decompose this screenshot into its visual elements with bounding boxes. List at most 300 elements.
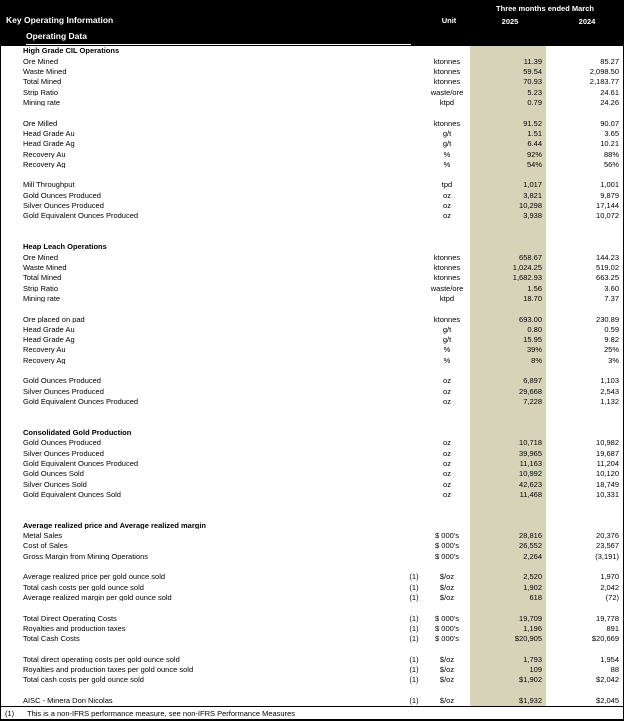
unit-cell: $/oz <box>439 675 455 685</box>
table-row <box>1 438 623 448</box>
section-header-row <box>1 428 623 438</box>
row-label: Average realized price per gold ounce sold <box>23 573 166 581</box>
value-2025-cell: 2,264 <box>470 551 546 561</box>
table-row <box>1 634 623 644</box>
value-2025-cell: 59.54 <box>470 67 546 77</box>
unit-cell: oz <box>443 397 451 407</box>
value-2025-cell: 19,709 <box>470 613 546 623</box>
table-row <box>1 180 623 190</box>
unit-cell: g/t <box>442 335 452 345</box>
spacer-row <box>1 417 623 427</box>
value-2024-cell: 18,749 <box>596 479 619 489</box>
spacer-row <box>1 232 623 242</box>
value-2024-cell: $20,669 <box>591 634 619 644</box>
operating-data-table <box>1 46 623 706</box>
unit-cell: oz <box>443 458 451 468</box>
footnote-ref: (1) <box>409 592 419 602</box>
column-gap <box>546 644 552 654</box>
value-2025-cell <box>470 46 546 56</box>
unit-cell: tpd <box>441 180 453 190</box>
unit-cell: $ 000's <box>435 623 459 633</box>
unit-cell: oz <box>443 448 451 458</box>
table-row <box>1 77 623 87</box>
value-2024-cell: 19,778 <box>596 613 619 623</box>
table-row <box>1 149 623 159</box>
table-row <box>1 624 623 634</box>
row-label: Gross Margin from Mining Operations <box>23 552 149 561</box>
value-2025-cell <box>470 428 546 438</box>
value-2025-cell <box>470 221 546 231</box>
unit-cell: ktonnes <box>433 314 461 324</box>
unit-cell: oz <box>443 201 451 211</box>
row-label: Head Grade Ag <box>23 336 75 344</box>
spacer-row <box>1 644 623 654</box>
row-label: Gold Ounces Produced <box>23 439 101 447</box>
value-2025-cell: 11,468 <box>470 489 546 499</box>
row-label: Total direct operating costs per gold ounce sold <box>23 655 180 664</box>
spacer-row <box>1 108 623 118</box>
value-2024-cell: 1,103 <box>600 376 619 386</box>
value-2024-cell: 85.27 <box>600 56 619 66</box>
column-gap <box>546 500 552 510</box>
value-2024-cell: 17,144 <box>596 201 619 211</box>
column-header-unit: Unit <box>441 16 457 25</box>
unit-cell: ktpd <box>439 293 455 303</box>
value-2025-cell <box>470 520 546 530</box>
value-2025-cell: 693.00 <box>470 314 546 324</box>
value-2025-cell: 39,965 <box>470 448 546 458</box>
section-title: Consolidated Gold Production <box>23 428 132 437</box>
table-row <box>1 273 623 283</box>
value-2025-cell: 6,897 <box>470 376 546 386</box>
value-2024-cell: 10,982 <box>596 438 619 448</box>
row-label: Gold Equivalent Ounces Produced <box>23 212 139 220</box>
column-gap <box>546 510 552 520</box>
unit-cell: ktonnes <box>433 262 461 272</box>
value-2025-cell: 10,298 <box>470 201 546 211</box>
section-header-row <box>1 520 623 530</box>
table-row <box>1 263 623 273</box>
value-2024-cell: 56% <box>603 159 619 169</box>
table-row <box>1 118 623 128</box>
value-2025-cell: 1,902 <box>470 582 546 592</box>
value-2024-cell: 25% <box>603 345 619 355</box>
value-2025-cell: 0.80 <box>470 324 546 334</box>
unit-cell: $/oz <box>439 572 455 582</box>
value-2024-cell: 90.07 <box>600 118 619 128</box>
row-label: Total Mined <box>23 78 62 86</box>
unit-cell: ktpd <box>439 97 455 107</box>
row-label: Cost of Sales <box>23 542 68 550</box>
value-2024-cell: 2,098.50 <box>589 67 619 77</box>
value-2025-cell: 0.79 <box>470 98 546 108</box>
value-2024-cell: 2,543 <box>600 386 619 396</box>
value-2025-cell: 29,668 <box>470 386 546 396</box>
value-2024-cell: 19,687 <box>596 448 619 458</box>
value-2024-cell: 891 <box>606 623 619 633</box>
row-label: Silver Ounces Sold <box>23 480 87 489</box>
value-2025-cell <box>470 562 546 572</box>
column-gap <box>546 603 552 613</box>
row-label: Ore Mined <box>23 57 59 66</box>
table-row <box>1 56 623 66</box>
row-label: Silver Ounces Produced <box>23 387 104 396</box>
table-row <box>1 190 623 200</box>
value-2025-cell: $1,902 <box>470 675 546 685</box>
value-2025-cell <box>470 417 546 427</box>
spacer-row <box>1 407 623 417</box>
footnote-ref: (1) <box>409 623 419 633</box>
row-label: Gold Ounces Produced <box>23 377 101 385</box>
footnote-ref: (1) <box>409 696 419 706</box>
unit-cell: $ 000's <box>435 531 459 541</box>
row-label: Waste Mined <box>23 68 67 76</box>
value-2025-cell: $1,932 <box>470 696 546 706</box>
footnote-ref: (1) <box>409 613 419 623</box>
value-2025-cell: 8% <box>470 355 546 365</box>
footnote-marker: (1) <box>5 708 15 718</box>
unit-cell: g/t <box>442 139 452 149</box>
row-label: Recovery Ag <box>23 160 66 169</box>
value-2024-cell: 519.02 <box>596 262 619 272</box>
value-2025-cell: 18.70 <box>470 294 546 304</box>
value-2024-cell: 10,120 <box>596 469 619 479</box>
unit-cell: oz <box>443 479 451 489</box>
footnote-ref: (1) <box>409 675 419 685</box>
value-2025-cell: 3,821 <box>470 190 546 200</box>
section-title: High Grade CIL Operations <box>23 47 120 55</box>
value-2025-cell: 1,017 <box>470 180 546 190</box>
value-2025-cell: 10,718 <box>470 438 546 448</box>
table-row <box>1 139 623 149</box>
value-2024-cell: 3% <box>608 355 619 365</box>
unit-cell: ktonnes <box>433 118 461 128</box>
footnote-text: This is a non-IFRS performance measure, see non-IFRS Performance Measures <box>27 708 296 718</box>
value-2024-cell: 3.60 <box>604 283 619 293</box>
value-2025-cell: 70.93 <box>470 77 546 87</box>
value-2025-cell: 1,196 <box>470 624 546 634</box>
row-label: Recovery Au <box>23 150 66 159</box>
report-header <box>1 1 623 46</box>
row-label: Gold Ounces Sold <box>23 470 84 478</box>
footnote-ref: (1) <box>409 634 419 644</box>
row-label: Metal Sales <box>23 532 63 540</box>
section-header-row <box>1 46 623 56</box>
unit-cell: $/oz <box>439 665 455 675</box>
unit-cell: oz <box>443 489 451 499</box>
table-row <box>1 252 623 262</box>
unit-cell: $ 000's <box>435 613 459 623</box>
table-row <box>1 654 623 664</box>
row-label: Strip Ratio <box>23 284 59 293</box>
table-row <box>1 386 623 396</box>
value-2024-cell: 230.89 <box>596 314 619 324</box>
value-2024-cell: 1,954 <box>600 654 619 664</box>
table-row <box>1 294 623 304</box>
column-gap <box>546 417 552 427</box>
value-2024-cell: 663.25 <box>596 273 619 283</box>
value-2025-cell: 6.44 <box>470 139 546 149</box>
value-2024-cell: 88 <box>610 665 619 675</box>
value-2024-cell: 1,001 <box>600 180 619 190</box>
value-2025-cell: 15.95 <box>470 335 546 345</box>
unit-cell: g/t <box>442 128 452 138</box>
spacer-row <box>1 685 623 695</box>
table-row <box>1 448 623 458</box>
table-row <box>1 324 623 334</box>
value-2024-cell: 20,376 <box>596 531 619 541</box>
unit-cell: oz <box>443 469 451 479</box>
value-2024-cell: 10,072 <box>596 211 619 221</box>
value-2024-cell: $2,045 <box>596 696 619 706</box>
value-2024-cell: 24.26 <box>600 97 619 107</box>
value-2025-cell <box>470 407 546 417</box>
value-2025-cell: 1,024.25 <box>470 263 546 273</box>
value-2025-cell <box>470 242 546 252</box>
spacer-row <box>1 170 623 180</box>
value-2025-cell <box>470 304 546 314</box>
value-2025-cell: 11.39 <box>470 56 546 66</box>
table-row <box>1 572 623 582</box>
section-title: Average realized price and Average realized margin <box>23 521 206 530</box>
value-2025-cell <box>470 510 546 520</box>
unit-cell: $ 000's <box>435 541 459 551</box>
row-label: Silver Ounces Produced <box>23 202 104 210</box>
table-row <box>1 479 623 489</box>
value-2025-cell: 28,816 <box>470 531 546 541</box>
row-label: Ore placed on pad <box>23 315 85 324</box>
column-header-2025: 2025 <box>501 17 519 26</box>
row-label: Mill Throughput <box>23 181 75 189</box>
value-2025-cell: 42,623 <box>470 479 546 489</box>
unit-cell: % <box>443 159 451 169</box>
value-2025-cell <box>470 170 546 180</box>
table-row <box>1 397 623 407</box>
unit-cell: waste/ore <box>430 283 464 293</box>
unit-cell: ktonnes <box>433 56 461 66</box>
subtitle-operating-data: Operating Data <box>26 31 87 41</box>
row-label: Silver Ounces Produced <box>23 449 104 458</box>
value-2025-cell: 92% <box>470 149 546 159</box>
spacer-row <box>1 366 623 376</box>
unit-cell: oz <box>443 438 451 448</box>
table-row <box>1 345 623 355</box>
unit-cell: % <box>443 149 451 159</box>
row-label: AISC - Minera Don Nicolas <box>23 697 113 705</box>
row-label: Gold Equivalent Ounces Produced <box>23 459 139 468</box>
row-label: Average realized margin per gold ounce sold <box>23 593 172 602</box>
section-title: Heap Leach Operations <box>23 243 107 251</box>
table-row <box>1 613 623 623</box>
value-2024-cell: 0.59 <box>604 324 619 334</box>
row-label: Mining rate <box>23 98 61 107</box>
table-row <box>1 355 623 365</box>
spacer-row <box>1 221 623 231</box>
column-gap <box>546 221 552 231</box>
footnote-ref: (1) <box>409 582 419 592</box>
row-label: Total cash costs per gold ounce sold <box>23 583 144 592</box>
value-2025-cell: 618 <box>470 593 546 603</box>
column-gap <box>546 562 552 572</box>
row-label: Total cash costs per gold ounce sold <box>23 676 144 684</box>
row-label: Head Grade Au <box>23 325 75 334</box>
column-header-2024: 2024 <box>578 17 596 26</box>
table-row <box>1 211 623 221</box>
column-gap <box>546 46 552 56</box>
value-2025-cell <box>470 685 546 695</box>
spacer-row <box>1 500 623 510</box>
table-row <box>1 593 623 603</box>
row-label: Recovery Ag <box>23 356 66 365</box>
unit-cell: oz <box>443 190 451 200</box>
row-label: Gold Ounces Produced <box>23 191 101 200</box>
row-label: Total Cash Costs <box>23 635 80 643</box>
value-2025-cell: 5.23 <box>470 87 546 97</box>
table-row <box>1 98 623 108</box>
unit-cell: oz <box>443 211 451 221</box>
value-2025-cell <box>470 644 546 654</box>
unit-cell: % <box>443 345 451 355</box>
table-row <box>1 696 623 706</box>
footnote-ref: (1) <box>409 654 419 664</box>
row-label: Recovery Au <box>23 346 66 354</box>
value-2024-cell: 11,204 <box>596 458 619 468</box>
table-row <box>1 67 623 77</box>
unit-cell: % <box>443 355 451 365</box>
value-2024-cell: 10.21 <box>600 139 619 149</box>
table-row <box>1 665 623 675</box>
table-row <box>1 335 623 345</box>
unit-cell: $ 000's <box>435 551 459 561</box>
column-gap <box>546 304 552 314</box>
row-label: Mining rate <box>23 294 61 303</box>
value-2024-cell: 2,042 <box>600 582 619 592</box>
value-2025-cell: 658.67 <box>470 252 546 262</box>
spacer-row <box>1 510 623 520</box>
column-header-period: Three months ended March <box>496 4 594 13</box>
value-2024-cell: 7.37 <box>604 293 619 303</box>
value-2025-cell <box>470 500 546 510</box>
value-2025-cell: 54% <box>470 159 546 169</box>
row-label: Head Grade Au <box>23 129 75 138</box>
unit-cell: waste/ore <box>430 87 464 97</box>
row-label: Gold Equivalent Ounces Sold <box>23 490 121 499</box>
value-2025-cell: 1,682.93 <box>470 273 546 283</box>
unit-cell: $/oz <box>439 654 455 664</box>
value-2025-cell: 109 <box>470 665 546 675</box>
spacer-row <box>1 304 623 314</box>
unit-cell: ktonnes <box>433 77 461 87</box>
column-gap <box>546 366 552 376</box>
value-2025-cell: 1,793 <box>470 654 546 664</box>
column-gap <box>546 685 552 695</box>
value-2024-cell: $2,042 <box>596 675 619 685</box>
row-label: Ore Mined <box>23 253 59 262</box>
row-label: Ore Milled <box>23 119 58 128</box>
value-2024-cell: 23,567 <box>596 541 619 551</box>
unit-cell: oz <box>443 376 451 386</box>
value-2025-cell <box>470 366 546 376</box>
table-row <box>1 541 623 551</box>
column-gap <box>546 407 552 417</box>
value-2025-cell <box>470 232 546 242</box>
table-row <box>1 87 623 97</box>
value-2024-cell: 88% <box>603 149 619 159</box>
value-2025-cell: $20,905 <box>470 634 546 644</box>
value-2025-cell: 39% <box>470 345 546 355</box>
spacer-row <box>1 603 623 613</box>
spacer-row <box>1 562 623 572</box>
row-label: Royalties and production taxes per gold ounce sold <box>23 666 194 674</box>
value-2025-cell: 26,552 <box>470 541 546 551</box>
footnote-ref: (1) <box>409 665 419 675</box>
table-row <box>1 201 623 211</box>
unit-cell: $/oz <box>439 592 455 602</box>
page-title: Key Operating Information <box>6 15 114 25</box>
value-2024-cell: 9,879 <box>600 190 619 200</box>
column-gap <box>546 108 552 118</box>
row-label: Royalties and production taxes <box>23 624 126 633</box>
unit-cell: ktonnes <box>433 252 461 262</box>
row-label: Waste Mined <box>23 263 67 272</box>
unit-cell: g/t <box>442 324 452 334</box>
value-2025-cell <box>470 108 546 118</box>
value-2024-cell: 2,183.77 <box>589 77 619 87</box>
table-row <box>1 376 623 386</box>
row-label: Total Mined <box>23 274 62 282</box>
column-gap <box>546 232 552 242</box>
value-2024-cell: 144.23 <box>596 252 619 262</box>
unit-cell: $ 000's <box>435 634 459 644</box>
footnote-ref: (1) <box>409 572 419 582</box>
table-row <box>1 531 623 541</box>
table-row <box>1 551 623 561</box>
table-row <box>1 469 623 479</box>
value-2025-cell: 7,228 <box>470 397 546 407</box>
column-gap <box>546 428 552 438</box>
unit-cell: oz <box>443 386 451 396</box>
row-label: Total Direct Operating Costs <box>23 614 117 623</box>
value-2024-cell: (72) <box>605 592 619 602</box>
row-label: Head Grade Ag <box>23 140 75 148</box>
footnote-row <box>1 706 623 720</box>
value-2024-cell: 10,331 <box>596 489 619 499</box>
table-row <box>1 129 623 139</box>
value-2025-cell: 1.51 <box>470 129 546 139</box>
value-2025-cell: 2,520 <box>470 572 546 582</box>
row-label: Gold Equivalent Ounces Produced <box>23 398 139 406</box>
table-row <box>1 582 623 592</box>
value-2024-cell: 24.61 <box>600 87 619 97</box>
value-2025-cell: 1.56 <box>470 283 546 293</box>
unit-cell: ktonnes <box>433 273 461 283</box>
section-header-row <box>1 242 623 252</box>
value-2024-cell: 1,970 <box>600 572 619 582</box>
unit-cell: $/oz <box>439 696 455 706</box>
column-gap <box>546 242 552 252</box>
value-2025-cell: 10,992 <box>470 469 546 479</box>
value-2025-cell <box>470 603 546 613</box>
row-label: Strip Ratio <box>23 88 59 97</box>
value-2024-cell: 3.65 <box>604 128 619 138</box>
value-2024-cell: (3,191) <box>595 551 619 561</box>
value-2024-cell: 1,132 <box>600 397 619 407</box>
value-2025-cell: 3,938 <box>470 211 546 221</box>
table-row <box>1 489 623 499</box>
unit-cell: $/oz <box>439 582 455 592</box>
subtitle-underline <box>26 44 411 45</box>
value-2025-cell: 11,163 <box>470 459 546 469</box>
